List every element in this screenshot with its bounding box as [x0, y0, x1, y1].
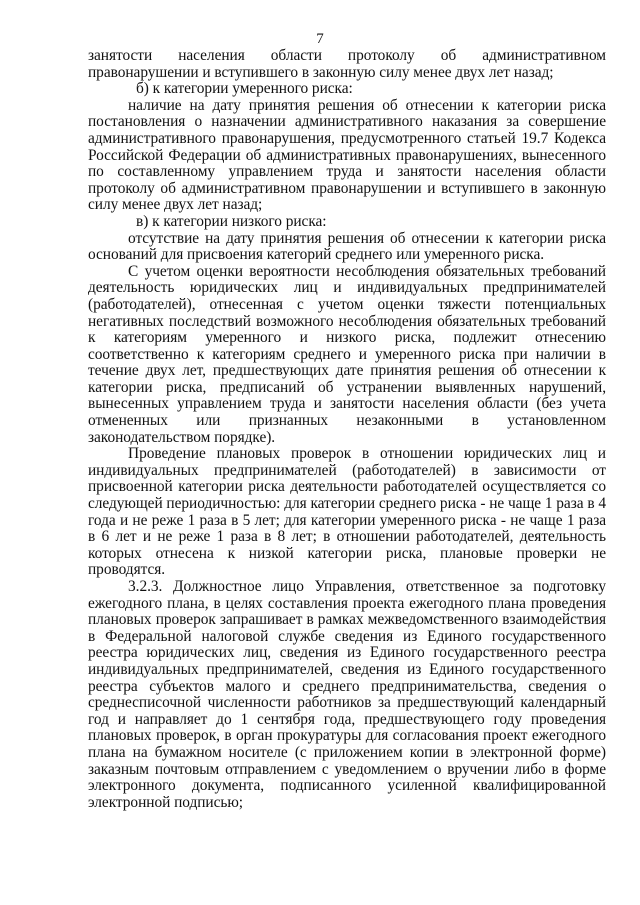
paragraph-3-2-3: 3.2.3. Должностное лицо Управления, ответственное за подготовку ежегодного плана, в целях составления проекта ежегодного плана проведения плановых проверок запрашивает в рамках межведомственного взаимодействия в Федеральной налоговой службе сведения из Единого государственного реестра юридических лиц, сведения из Единого государственного реестра индивидуальных предпринимателей, сведения из Единого государственного реестра субъектов малого и среднего предпринимательства, сведения о среднесписочной численности работников за предшествующий календарный год и направляет до 1 сентября года, предшествующего году проведения плановых проверок, в орган прокуратуры для согласования проект ежегодного плана на бумажном носителе (с приложением копии в электронной форме) заказным почтовым отправлением с уведомлением о вручении либо в форме электронного документа, подписанного усиленной квалифицированной электронной подписью;: [88, 578, 606, 811]
paragraph-risk-adjustment: С учетом оценки вероятности несоблюдения обязательных требований деятельность юридических лиц и индивидуальных предпринимателей (работодателей), отнесенная с учетом оценки тяжести потенциальных негативных последствий возможного несоблюдения обязательных требований к категориям умеренного и низкого риска, подлежит отнесению соответственно к категориям среднего и умеренного риска при наличии в течение двух лет, предшествующих дате принятия решения об отнесении к категории риска, предписаний об устранении выявленных нарушений, вынесенных управлением труда и занятости населения области (без учета отмененных или признанных незаконными в установленном законодательством порядке).: [88, 262, 606, 446]
page-number: 7: [316, 31, 324, 47]
subheading-low-risk: в) к категории низкого риска:: [136, 212, 327, 230]
document-body: [88, 48, 606, 811]
paragraph-low-risk: отсутствие на дату принятия решения об отнесении к категории риска оснований для присвоения категорий среднего или умеренного риска.: [88, 229, 606, 264]
paragraph-inspection-frequency: Проведение плановых проверок в отношении юридических лиц и индивидуальных предпринимателей (работодателей) в зависимости от присвоенной категории риска деятельности работодателей осуществляется со следующей периодичностью: для категории среднего риска - не чаще 1 раза в 4 года и не реже 1 раза в 5 лет; для категории умеренного риска - не чаще 1 раза в 6 лет и не реже 1 раза в 8 лет; в отношении работодателей, деятельность которых отнесена к низкой категории риска, плановые проверки не проводятся.: [88, 445, 606, 579]
subheading-moderate-risk: б) к категории умеренного риска:: [136, 80, 353, 98]
paragraph-moderate-risk: наличие на дату принятия решения об отнесении к категории риска постановления о назначении административного наказания за совершение административного правонарушения, предусмотренного статьей 19.7 Кодекса Российской Федерации об административных правонарушениях, вынесенного по составленному управлением труда и занятости населения области протоколу об административном правонарушении и вступившего в законную силу менее двух лет назад;: [88, 96, 606, 214]
paragraph-continuation: занятости населения области протоколу об административном правонарушении и вступившего в законную силу менее двух лет назад;: [88, 47, 606, 81]
